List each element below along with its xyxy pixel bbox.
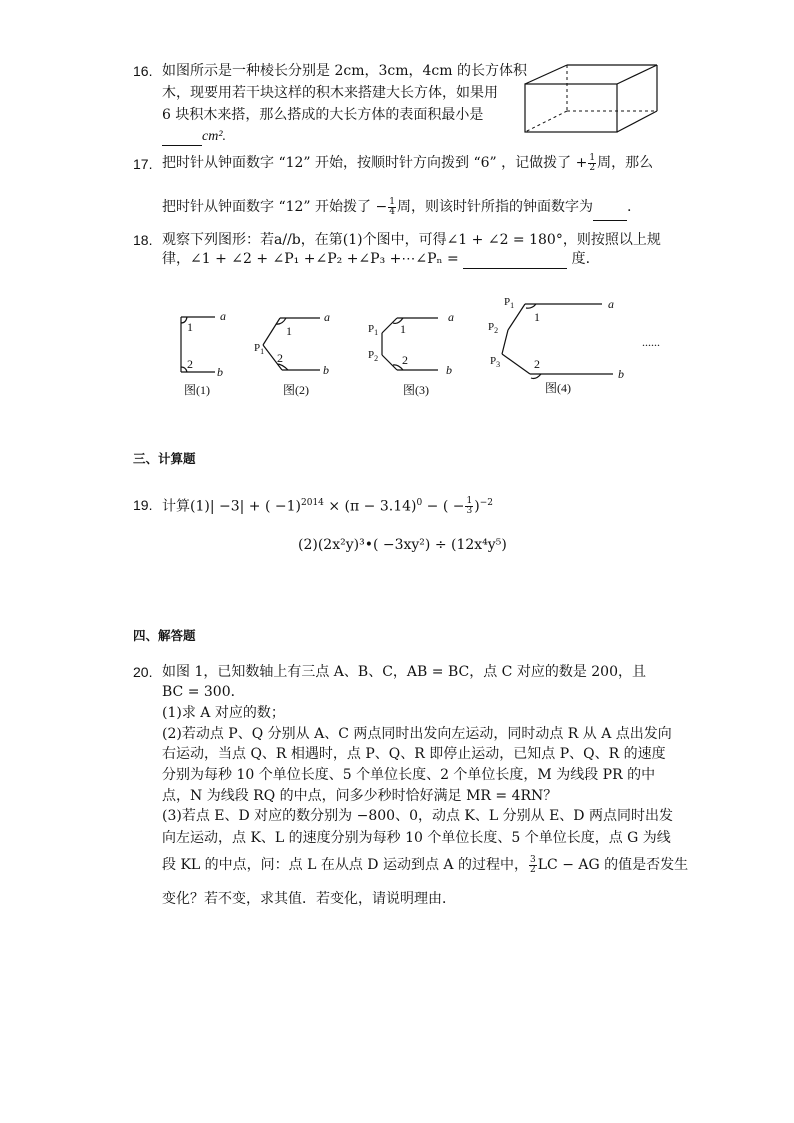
label-b-2: b: [323, 363, 329, 377]
label-a-3: a: [448, 310, 454, 324]
q20-number: 20.: [133, 664, 153, 680]
label-angle2-fig3: 2: [402, 353, 408, 367]
label-b-4: b: [618, 367, 624, 381]
label-p1-fig3: $P_1$: [368, 323, 379, 337]
q18-line-1: 观察下列图形：若a//b，在第(1)个图中，可得∠1 + ∠2 = 180°，则按照以上规: [162, 232, 661, 248]
q18-number: 18.: [133, 232, 153, 248]
label-angle2-fig2: 2: [277, 351, 283, 365]
label-a-4: a: [608, 297, 614, 311]
fraction-three-halves: $\frac{3}{2}$: [530, 854, 536, 875]
section-4-title: 四、解答题: [133, 628, 196, 643]
q20-line-9: 向左运动，点 K、L 的速度分别为每秒 10 个单位长度、5 个单位长度，点 G 为线: [162, 830, 671, 846]
caption-fig2: 图(2): [283, 383, 309, 397]
q20-line-4: (2)若动点 P、Q 分别从 A、C 两点同时出发向左运动，同时动点 R 从 A 点出发向: [162, 726, 672, 742]
fraction-one-quarter: $\frac{1}{4}$: [389, 196, 395, 217]
fraction-one-half: $\frac{1}{2}$: [589, 152, 596, 173]
q20-line-8: (3)若点 E、D 对应的数分别为 −800、0，动点 K、L 分别从 E、D 两点同时出发: [162, 808, 673, 824]
q20-line-1: 如图 1，已知数轴上有三点 A、B、C，AB = BC，点 C 对应的数是 200，且: [162, 664, 646, 680]
q17-line-1: 把时针从钟面数字 “12” 开始，按顺时针方向拨到 “6” ，记做拨了 + $\frac{1}{2}$ 周，那么: [162, 152, 654, 173]
caption-fig4: 图(4): [545, 381, 571, 395]
caption-fig3: 图(3): [403, 383, 429, 397]
q16-line-4: [162, 127, 226, 146]
label-a-2: a: [324, 310, 330, 324]
q20-line-3: (1)求 A 对应的数；: [162, 705, 285, 721]
label-a-1: a: [220, 309, 226, 323]
label-angle1-fig1: 1: [187, 320, 193, 334]
q16-number: 16.: [133, 63, 153, 79]
figure-ellipsis: ......: [642, 335, 660, 349]
label-p2-fig4: $P_2$: [488, 321, 499, 335]
q16-line-2: 木，现要用若干块这样的积木来搭建大长方体，如果用: [162, 85, 498, 101]
q19-part-2: (2)(2x²y)³•( −3xy²) ÷ (12x⁴y⁵): [298, 537, 507, 553]
section-3-title: 三、计算题: [133, 451, 196, 466]
label-b-3: b: [446, 363, 452, 377]
q20-line-5: 右运动，当点 Q、R 相遇时，点 P、Q、R 即停止运动，已知点 P、Q、R 的速度: [162, 746, 666, 762]
label-angle2-fig1: 2: [187, 357, 193, 371]
q20-line-6: 分别为每秒 10 个单位长度、5 个单位长度、2 个单位长度，M 为线段 PR 的中: [162, 767, 656, 783]
q20-line-10: 段 KL 的中点，问：点 L 在从点 D 运动到点 A 的过程中， $\frac{3}{2}$ LC − AG 的值是否发生: [162, 854, 689, 875]
cuboid-figure: [520, 60, 660, 135]
q20-line-11: 变化？若不变，求其值．若变化，请说明理由．: [162, 891, 456, 907]
label-p1-fig2: $P_1$: [254, 342, 265, 356]
q17-number: 17.: [133, 156, 153, 172]
q19-part-1: 计算(1)| −3| + ( $-1)^{2014} \times (\pi - 3.14)^0$ − ( − $\frac{1}{3}$ )$^{-2}$: [162, 496, 493, 517]
angle-figures: [170, 290, 680, 400]
q18-answer-blank[interactable]: [463, 250, 567, 269]
label-angle2-fig4: 2: [534, 357, 540, 371]
q16-answer-blank[interactable]: [162, 127, 202, 146]
label-b-1: b: [217, 365, 223, 379]
q19-number: 19.: [133, 497, 153, 513]
caption-fig1: 图(1): [184, 383, 210, 397]
label-p1-fig4: $P_1$: [504, 296, 515, 310]
q16-line-3: 6 块积木来搭，那么搭成的大长方体的表面积最小是: [162, 107, 484, 123]
q16-line-1: 如图所示是一种棱长分别是 2cm，3cm，4cm 的长方体积: [162, 63, 527, 79]
q20-line-7: 点，N 为线段 RQ 的中点，问多少秒时恰好满足 MR = 4RN？: [162, 788, 558, 804]
q17-answer-blank[interactable]: [593, 194, 627, 221]
q18-line-2: 律，∠1 + ∠2 + ∠P₁ +∠P₂ +∠P₃ +⋯∠Pₙ = 度.: [162, 251, 591, 267]
q16-unit: cm².: [202, 129, 227, 144]
q20-line-2: BC = 300．: [162, 684, 245, 700]
label-p3-fig4: $P_3$: [490, 355, 501, 369]
label-p2-fig3: $P_2$: [368, 349, 379, 363]
label-angle1-fig2: 1: [286, 324, 292, 338]
label-angle1-fig4: 1: [534, 310, 540, 324]
label-angle1-fig3: 1: [400, 322, 406, 336]
q17-line-2: 把时针从钟面数字 “12” 开始拨了 − $\frac{1}{4}$ 周，则该时针所指的钟面数字为 .: [162, 194, 631, 221]
fraction-one-third: $\frac{1}{3}$: [466, 496, 473, 517]
